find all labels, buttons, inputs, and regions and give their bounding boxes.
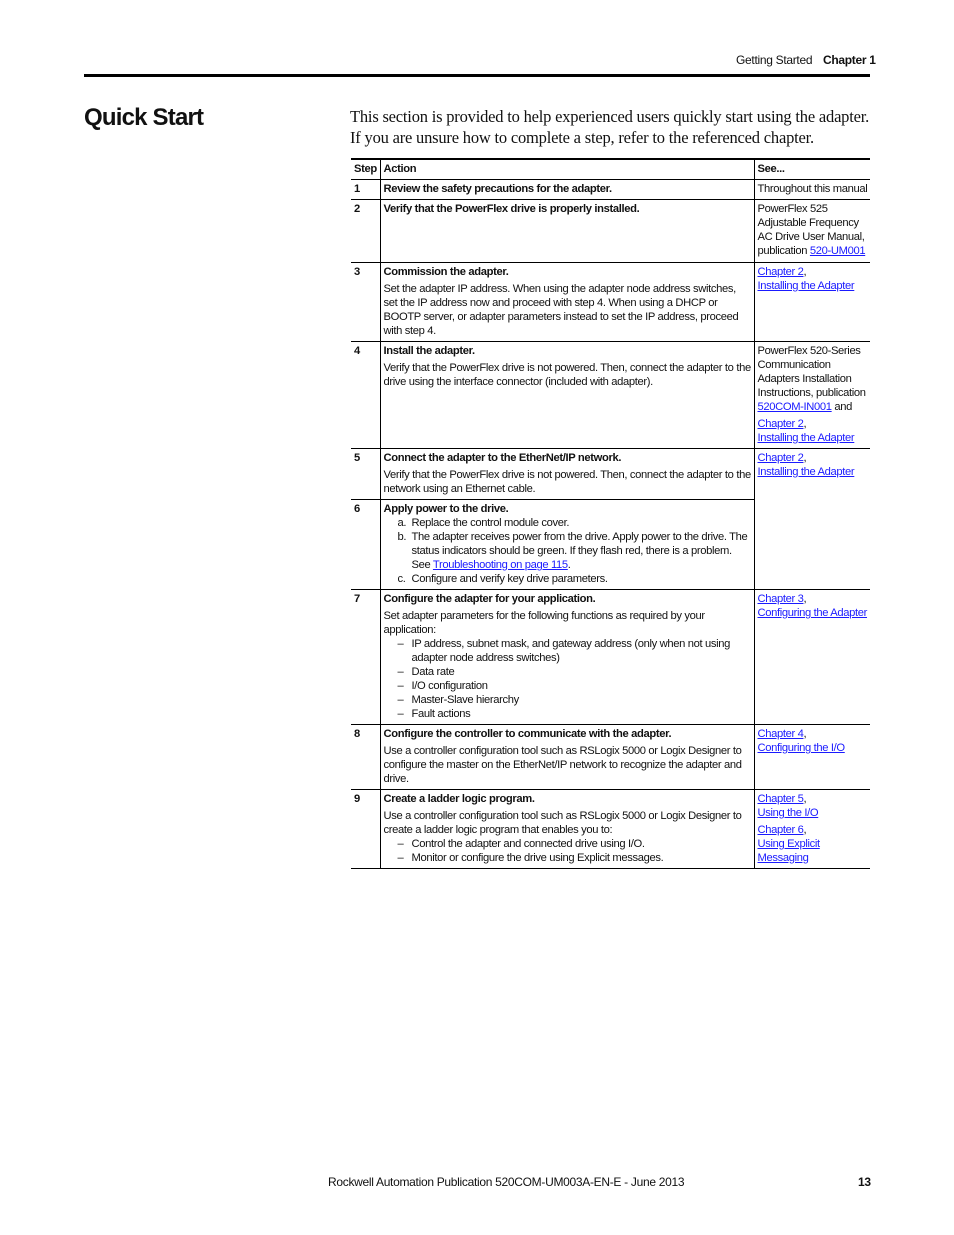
see-cell [754, 200, 870, 263]
list-item-text: Monitor or configure the drive using Explicit messages. [411, 852, 664, 864]
table-row [351, 180, 870, 200]
list-item [384, 665, 752, 679]
comma: , [803, 418, 807, 430]
list-item-text: IP address, subnet mask, and gateway address (only when not using adapter node address switches) [411, 638, 730, 664]
table-row [351, 790, 870, 869]
list-item [384, 530, 752, 572]
comma: , [803, 728, 807, 740]
link-chapter-2[interactable]: Chapter 2 [757, 418, 804, 430]
page-title: Quick Start [84, 104, 204, 131]
table-row [351, 342, 870, 449]
list-item [384, 851, 752, 865]
link-configuring-the-io[interactable]: Configuring the I/O [757, 742, 845, 754]
action-cell [380, 342, 754, 449]
link-chapter-3[interactable]: Chapter 3 [757, 593, 804, 605]
action-cell [380, 263, 754, 342]
link-chapter-4[interactable]: Chapter 4 [757, 728, 804, 740]
action-cell [380, 180, 754, 200]
see-cell [754, 449, 870, 590]
list-item [384, 679, 752, 693]
see-block [758, 792, 869, 820]
see-block [758, 344, 869, 414]
see-cell [754, 180, 870, 200]
list-item [384, 693, 752, 707]
action-description: Verify that the PowerFlex drive is not powered. Then, connect the adapter to the network using an Ethernet cable. [383, 469, 751, 495]
list-marker: – [397, 694, 404, 706]
link-configuring-the-adapter[interactable]: Configuring the Adapter [757, 607, 868, 619]
action-cell [380, 449, 754, 500]
step-number: 6 [351, 500, 380, 590]
action-title: Configure the adapter for your application. [383, 593, 596, 605]
see-text: PowerFlex 520-Series Communication Adapters Installation Instructions, publication [757, 345, 866, 399]
step-number: 2 [351, 200, 380, 263]
see-text: PowerFlex 525 Adjustable Frequency AC Drive User Manual, publication [757, 203, 865, 257]
list-item-text: Control the adapter and connected drive using I/O. [411, 838, 645, 850]
link-installing-the-adapter[interactable]: Installing the Adapter [757, 280, 855, 292]
link-using-explicit-messaging[interactable]: Using Explicit Messaging [757, 838, 820, 864]
sub-list [384, 637, 752, 721]
action-title: Configure the controller to communicate with the adapter. [383, 728, 672, 740]
step-number: 9 [351, 790, 380, 869]
link-troubleshooting[interactable]: Troubleshooting on page 115 [432, 559, 568, 571]
page-number: 13 [858, 1175, 871, 1189]
table-row [351, 590, 870, 725]
see-cell [754, 590, 870, 725]
comma: , [803, 824, 807, 836]
list-marker: c. [397, 573, 406, 585]
action-description: Verify that the PowerFlex drive is not powered. Then, connect the adapter to the drive using the interface connector (included with adapter). [383, 362, 751, 388]
list-item [384, 707, 752, 721]
table-row [351, 200, 870, 263]
action-title: Review the safety precautions for the adapter. [383, 183, 612, 195]
comma: , [803, 452, 807, 464]
header-see: See... [754, 159, 870, 180]
list-marker: – [397, 638, 404, 650]
list-item-text: Fault actions [411, 708, 471, 720]
link-520-um001[interactable]: 520-UM001 [809, 245, 866, 257]
intro-paragraph: This section is provided to help experienced users quickly start using the adapter. If you are unsure how to complete a step, refer to the referenced chapter. [350, 107, 870, 147]
action-cell [380, 500, 754, 590]
action-title: Create a ladder logic program. [383, 793, 535, 805]
action-description: Use a controller configuration tool such as RSLogix 5000 or Logix Designer to configure the master on the EtherNet/IP network to recognize the adapter and drive. [383, 745, 742, 785]
list-item-text: I/O configuration [411, 680, 488, 692]
list-item [384, 572, 752, 586]
list-item-text: Replace the control module cover. [411, 517, 570, 529]
list-item-text: Data rate [411, 666, 455, 678]
header-rule [84, 74, 870, 77]
list-item-after: . [567, 559, 571, 571]
list-item-text: Configure and verify key drive parameters. [411, 573, 608, 585]
action-title: Apply power to the drive. [383, 503, 509, 515]
link-installing-the-adapter[interactable]: Installing the Adapter [757, 432, 855, 444]
list-item-text: The adapter receives power from the drive. Apply power to the drive. The status indicators should be green. If they flash red, there is a problem. See [411, 531, 748, 571]
table-row [351, 449, 870, 500]
comma: , [803, 793, 807, 805]
sub-list [384, 837, 752, 865]
list-marker: – [397, 680, 404, 692]
list-marker: – [397, 838, 404, 850]
list-marker: b. [397, 531, 407, 543]
list-item [384, 837, 752, 851]
see-block [758, 823, 869, 865]
step-number: 7 [351, 590, 380, 725]
see-cell [754, 263, 870, 342]
link-installing-the-adapter[interactable]: Installing the Adapter [757, 466, 855, 478]
step-number: 8 [351, 725, 380, 790]
footer-publication: Rockwell Automation Publication 520COM-UM003A-EN-E - June 2013 [328, 1175, 685, 1189]
link-chapter-5[interactable]: Chapter 5 [757, 793, 804, 805]
link-chapter-6[interactable]: Chapter 6 [757, 824, 804, 836]
step-number: 1 [351, 180, 380, 200]
list-marker: – [397, 852, 404, 864]
step-number: 4 [351, 342, 380, 449]
action-title: Verify that the PowerFlex drive is properly installed. [383, 203, 640, 215]
action-description: Use a controller configuration tool such as RSLogix 5000 or Logix Designer to create a ladder logic program that enables you to: [383, 810, 742, 836]
list-marker: a. [397, 517, 407, 529]
table-row [351, 263, 870, 342]
list-marker: – [397, 708, 404, 720]
see-text: Throughout this manual [757, 183, 868, 195]
table-row [351, 725, 870, 790]
list-item-text: Master-Slave hierarchy [411, 694, 519, 706]
see-cell [754, 342, 870, 449]
sub-list [384, 516, 752, 586]
header-step: Step [351, 159, 380, 180]
action-description: Set adapter parameters for the following functions as required by your application: [383, 610, 705, 636]
see-block [758, 417, 869, 445]
action-cell [380, 725, 754, 790]
see-cell [754, 790, 870, 869]
step-number: 3 [351, 263, 380, 342]
action-cell [380, 590, 754, 725]
list-item [384, 637, 752, 665]
action-title: Connect the adapter to the EtherNet/IP network. [383, 452, 622, 464]
comma: , [803, 266, 807, 278]
quick-start-table [351, 158, 870, 869]
action-cell [380, 200, 754, 263]
link-using-the-io[interactable]: Using the I/O [757, 807, 819, 819]
see-cell [754, 725, 870, 790]
running-header-section: Getting Started [736, 53, 813, 67]
action-description: Set the adapter IP address. When using the adapter node address switches, set the IP address now and proceed with step 4. When using a DHCP or BOOTP server, or adapter parameters instead to set the IP address, proceed with step 4. [383, 283, 739, 337]
header-action: Action [380, 159, 754, 180]
link-chapter-2[interactable]: Chapter 2 [757, 266, 804, 278]
table-header-row [351, 159, 870, 180]
running-header-chapter: Chapter 1 [823, 53, 876, 67]
action-title: Commission the adapter. [383, 266, 509, 278]
list-item [384, 516, 752, 530]
action-cell [380, 790, 754, 869]
list-marker: – [397, 666, 404, 678]
link-520com-in001[interactable]: 520COM-IN001 [757, 401, 832, 413]
see-and: and [831, 401, 853, 413]
link-chapter-2[interactable]: Chapter 2 [757, 452, 804, 464]
comma: , [803, 593, 807, 605]
step-number: 5 [351, 449, 380, 500]
action-title: Install the adapter. [383, 345, 475, 357]
